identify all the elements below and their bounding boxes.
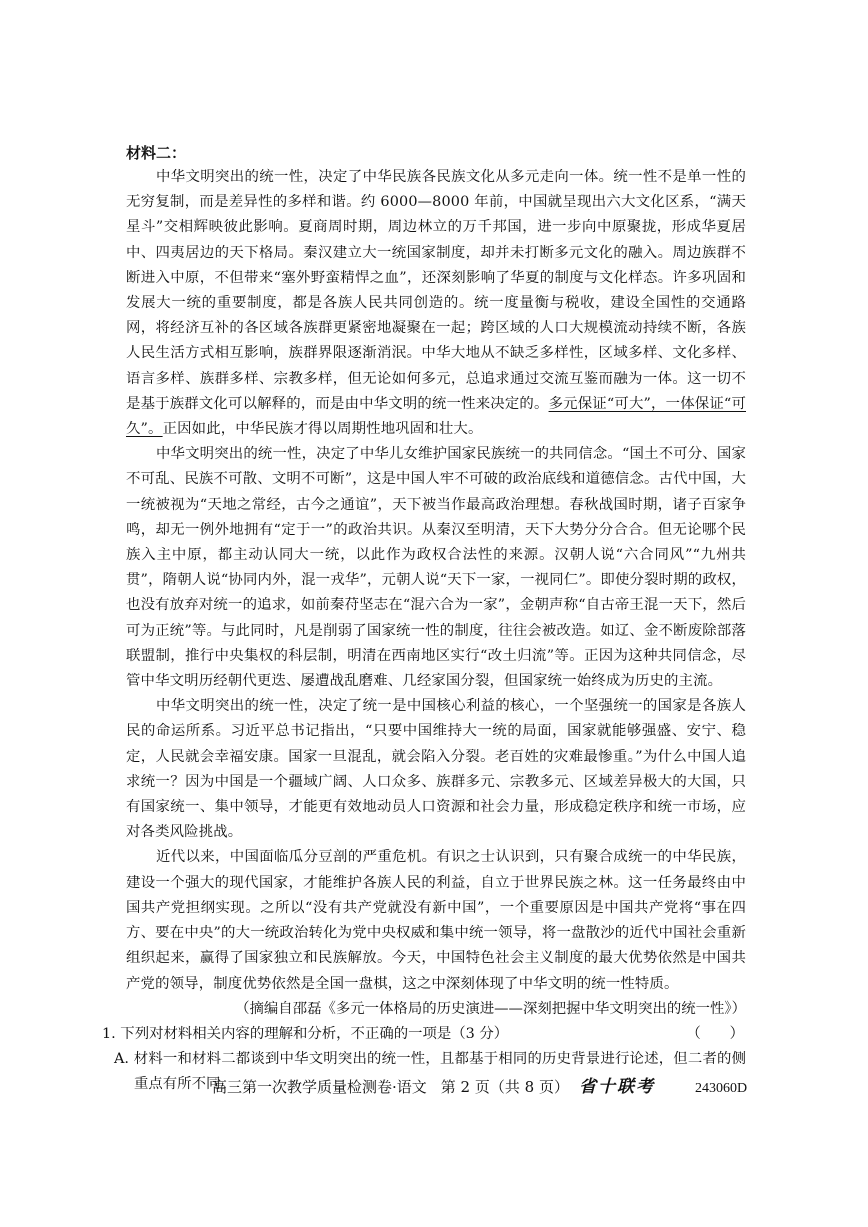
footer-page-number: 第 2 页（共 8 页）	[440, 1078, 569, 1096]
footer-exam-title: 高三第一次教学质量检测卷·语文	[212, 1078, 427, 1096]
paragraph-text: 中华文明突出的统一性，决定了统一是中国核心利益的核心，一个坚强统一的国家是各族人民的命运所系。习近平总书记指出，“只要中国维持大一统的局面，国家就能够强盛、安宁、稳定，人民就会幸福安康。国家一旦混乱，就会陷入分裂。老百姓的灾难最惨重。”为什么中国人追求统一？因为中国是一个疆域广阔、人口众多、族群多元、宗教多元、区域差异极大的大国，只有国家统一、集中领导，才能更有效地动员人口资源和社会力量，形成稳定秩序和统一市场，应对各类风险挑战。	[126, 698, 746, 841]
material-paragraph-4	[126, 845, 746, 996]
source-citation: （摘编自邵磊《多元一体格局的历史演进——深刻把握中华文明突出的统一性》）	[235, 1000, 746, 1017]
question-text: 1. 下列对材料相关内容的理解和分析，不正确的一项是（3 分）	[102, 1025, 509, 1042]
footer-logo: 省十联考	[578, 1077, 655, 1097]
underlined-sentence: 多元保证“可大”，一体保证“可久”。	[126, 395, 746, 438]
material-paragraph-1	[126, 165, 746, 442]
page-footer	[212, 1072, 772, 1097]
material-paragraph-3	[126, 694, 746, 845]
answer-bracket: （ ）	[686, 1025, 744, 1042]
material-heading: 材料二：	[126, 144, 187, 162]
material-paragraph-2	[126, 442, 746, 694]
exam-page	[102, 142, 746, 1098]
paragraph-text: 中华文明突出的统一性，决定了中华儿女维护国家民族统一的共同信念。“国土不可分、国家不可乱、民族不可散、文明不可断”，这是中国人牢不可破的政治底线和道德信念。古代中国，大一统被视为“天地之常经，古今之通谊”，天下被当作最高政治理想。春秋战国时期，诸子百家争鸣，却无一例外地拥有“定于一”的政治共识。从秦汉至明清，天下大势分分合合。但无论哪个民族入主中原，都主动认同大一统，以此作为政权合法性的来源。汉朝人说“六合同风”“九州共贯”，隋朝人说“协同内外，混一戎华”，元朝人说“天下一家，一视同仁”。即使分裂时期的政权，也没有放弃对统一的追求，如前秦苻坚志在“混六合为一家”，金朝声称“自古帝王混一天下，然后可为正统”等。与此同时，凡是削弱了国家统一性的制度，往往会被改造。如辽、金不断废除部落联盟制，推行中央集权的科层制，明清在西南地区实行“改土归流”等。正因为这种共同信念，尽管中华文明历经朝代更迭、屡遭战乱磨难、几经家国分裂，但国家统一始终成为历史的主流。	[126, 446, 746, 690]
question-option-a: A. 材料一和材料二都谈到中华文明突出的统一性，且都基于相同的历史背景进行论述，但二者的侧重点有所不同。	[114, 1051, 746, 1093]
question-stem	[102, 1022, 746, 1047]
footer-paper-code: 243060D	[694, 1081, 748, 1096]
paragraph-text: 中华文明突出的统一性，决定了中华民族各民族文化从多元走向一体。统一性不是单一性的无穷复制，而是差异性的多样和谐。约 6000—8000 年前，中国就呈现出六大文化区系，“满天星斗”交相辉映彼此影响。夏商周时期，周边林立的万千邦国，进一步向中原聚拢，形成华夏居中、四夷居边的天下格局。秦汉建立大一统国家制度，却并未打断多元文化的融入。周边族群不断进入中原，不但带来“塞外野蛮精悍之血”，还深刻影响了华夏的制度与文化样态。许多巩固和发展大一统的重要制度，都是各族人民共同创造的。统一度量衡与税收，建设全国性的交通路网，将经济互补的各区域各族群更紧密地凝聚在一起；跨区域的人口大规模流动持续不断，各族人民生活方式相互影响，族群界限逐渐消泯。中华大地从不缺乏多样性，区域多样、文化多样、语言多样、族群多样、宗教多样，但无论如何多元，总追求通过交流互鉴而融为一体。这一切不是基于族群文化可以解释的，而是由中华文明的统一性来决定的。	[126, 169, 746, 412]
paragraph-text: 近代以来，中国面临瓜分豆剖的严重危机。有识之士认识到，只有聚合成统一的中华民族，建设一个强大的现代国家，才能维护各族人民的利益，自立于世界民族之林。这一任务最终由中国共产党担纲实现。之所以“没有共产党就没有新中国”，一个重要原因是中国共产党将“事在四方、要在中央”的大一统政治转化为党中央权威和集中统一领导，将一盘散沙的近代中国社会重新组织起来，赢得了国家独立和民族解放。今天，中国特色社会主义制度的最大优势依然是中国共产党的领导，制度优势依然是全国一盘棋，这之中深刻体现了中华文明的统一性特质。	[126, 849, 746, 992]
paragraph-text: 正因如此，中华民族才得以周期性地巩固和壮大。	[162, 421, 483, 438]
